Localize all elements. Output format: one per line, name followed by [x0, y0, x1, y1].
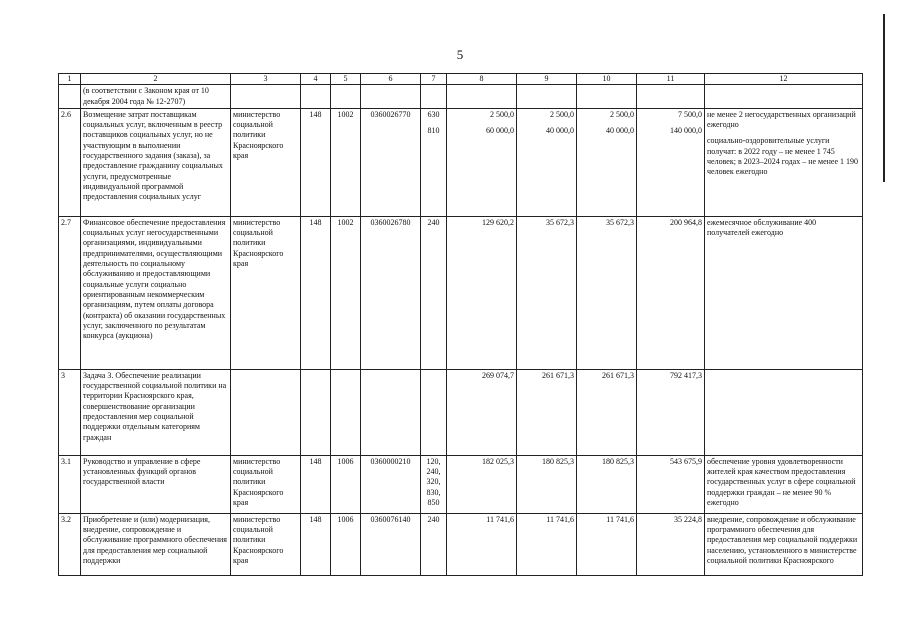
year1-cell	[447, 108, 517, 216]
amount: 60 000,0	[486, 126, 514, 136]
table-row	[59, 455, 863, 513]
expense-type-code: 630	[427, 109, 440, 119]
amount: 180 825,3	[517, 455, 577, 513]
header-cell: 9	[517, 74, 577, 85]
amount: 269 074,7	[447, 369, 517, 455]
activity-name: Возмещение затрат поставщикам социальных услуг, включенным в реестр поставщиков социальных услуг, но не участвующим в выполнении государственного задания (заказа), за предоставление гражданину социальных услуги, предусмотренные индивидуальной программой предоставления социальных услуг	[81, 108, 231, 216]
target-code: 0360026770	[361, 108, 421, 216]
amount: 40 000,0	[606, 126, 634, 136]
total-cell	[637, 108, 705, 216]
amount: 7 500,0	[678, 109, 702, 119]
table-row	[59, 85, 863, 109]
expense-type-code: 240	[421, 216, 447, 369]
amount: 35 672,3	[517, 216, 577, 369]
amount: 261 671,3	[577, 369, 637, 455]
target-code: 0360000210	[361, 455, 421, 513]
amount: 261 671,3	[517, 369, 577, 455]
continuation-text: (в соответствии с Законом края от 10 декабря 2004 года № 12-2707)	[81, 85, 231, 109]
grbs-code: 148	[301, 455, 331, 513]
activity-name: Приобретение и (или) модернизация, внедрение, сопровождение и обслуживание программного обеспечения для предоставления мер социальной поддержки	[81, 513, 231, 575]
row-number: 2.6	[59, 108, 81, 216]
responsible-body: министерство социальной политики Красноярского края	[231, 216, 301, 369]
grbs-code: 148	[301, 108, 331, 216]
amount-total: 792 417,3	[637, 369, 705, 455]
section-code: 1002	[331, 108, 361, 216]
amount: 35 672,3	[577, 216, 637, 369]
section-code: 1002	[331, 216, 361, 369]
program-activities-table	[58, 73, 863, 576]
section-code: 1006	[331, 455, 361, 513]
year3-cell	[577, 108, 637, 216]
amount: 40 000,0	[546, 126, 574, 136]
table-row	[59, 513, 863, 575]
page-number: 5	[456, 47, 464, 62]
expected-result: обеспечение уровня удовлетворенности жителей края качеством предоставления государственных услуг в сфере социальной поддержки граждан – не менее 90 % ежегодно	[705, 455, 863, 513]
expected-result: внедрение, сопровождение и обслуживание программного обеспечения для предоставления мер социальной поддержки населению, установленного в министерстве социальной политики Красноярского	[705, 513, 863, 575]
expense-type-cell	[421, 108, 447, 216]
result-cell	[705, 108, 863, 216]
expected-result: не менее 2 негосударственных организаций ежегодно	[707, 109, 856, 130]
amount: 2 500,0	[550, 109, 574, 119]
amount: 129 620,2	[447, 216, 517, 369]
amount: 11 741,6	[577, 513, 637, 575]
row-number: 3	[59, 369, 81, 455]
section-code: 1006	[331, 513, 361, 575]
responsible-body: министерство социальной политики Красноярского края	[231, 513, 301, 575]
amount: 2 500,0	[490, 109, 514, 119]
amount: 11 741,6	[517, 513, 577, 575]
header-cell: 3	[231, 74, 301, 85]
table-row	[59, 216, 863, 369]
header-cell: 7	[421, 74, 447, 85]
expected-result: ежемесячное обслуживание 400 получателей ежегодно	[705, 216, 863, 369]
header-cell: 2	[81, 74, 231, 85]
responsible-body: министерство социальной политики Красноярского края	[231, 455, 301, 513]
grbs-code: 148	[301, 513, 331, 575]
row-number: 2.7	[59, 216, 81, 369]
margin-rule	[883, 14, 885, 182]
header-cell: 6	[361, 74, 421, 85]
expected-result: социально-оздоровительные услуги получат: в 2022 году – не менее 1 745 человек; в 2023–2024 годах – не менее 1 190 человек ежегодно	[707, 136, 859, 177]
amount-total: 543 675,9	[637, 455, 705, 513]
grbs-code: 148	[301, 216, 331, 369]
responsible-body: министерство социальной политики Красноярского края	[231, 108, 301, 216]
row-number: 3.1	[59, 455, 81, 513]
header-cell: 11	[637, 74, 705, 85]
expense-type-code: 240	[421, 513, 447, 575]
header-cell: 5	[331, 74, 361, 85]
amount: 180 825,3	[577, 455, 637, 513]
year2-cell	[517, 108, 577, 216]
target-code: 0360076140	[361, 513, 421, 575]
table-row	[59, 108, 863, 216]
header-cell: 4	[301, 74, 331, 85]
amount: 140 000,0	[670, 126, 702, 136]
header-cell: 8	[447, 74, 517, 85]
amount-total: 200 964,8	[637, 216, 705, 369]
row-number: 3.2	[59, 513, 81, 575]
activity-name: Руководство и управление в сфере установленных функций органов государственной власти	[81, 455, 231, 513]
target-code: 0360026780	[361, 216, 421, 369]
amount-total: 35 224,8	[637, 513, 705, 575]
amount: 182 025,3	[447, 455, 517, 513]
header-cell: 12	[705, 74, 863, 85]
header-cell: 1	[59, 74, 81, 85]
expense-type-code: 120, 240, 320, 830, 850	[421, 455, 447, 513]
task-name: Задача 3. Обеспечение реализации государственной социальной политики на территории Красноярского края, совершенствование организации предоставления мер социальной поддержки отдельным категориям граждан	[81, 369, 231, 455]
amount: 11 741,6	[447, 513, 517, 575]
header-cell: 10	[577, 74, 637, 85]
header-row	[59, 74, 863, 85]
expense-type-code: 810	[427, 126, 440, 136]
amount: 2 500,0	[610, 109, 634, 119]
activity-name: Финансовое обеспечение предоставления социальных услуг негосударственными организациями, индивидуальными предпринимателями, осуществляющими деятельность по социальному обслуживанию и предоставляющими социальные услуги социально ориентированным некоммерческим организациям, путем оплаты договора (контракта) об оказании государственных услуг, заключенного по результатам конкурса (аукциона)	[81, 216, 231, 369]
table-row	[59, 369, 863, 455]
